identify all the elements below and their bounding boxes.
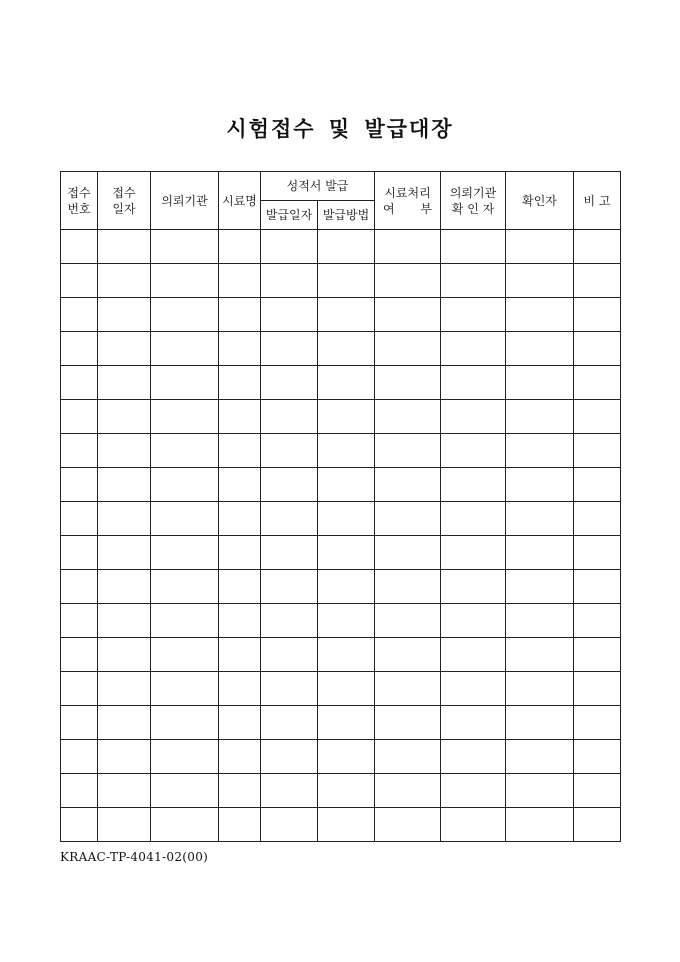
cell-client-confirm[interactable] — [441, 774, 506, 808]
cell-issue-method[interactable] — [318, 706, 375, 740]
cell-sample-name[interactable] — [219, 332, 261, 366]
cell-remarks[interactable] — [574, 536, 621, 570]
cell-confirmer[interactable] — [506, 434, 574, 468]
cell-receipt-date[interactable] — [98, 536, 151, 570]
table-row — [61, 808, 621, 842]
cell-receipt-no[interactable] — [61, 434, 98, 468]
cell-client-confirm[interactable] — [441, 604, 506, 638]
cell-confirmer[interactable] — [506, 774, 574, 808]
cell-client[interactable] — [151, 298, 219, 332]
cell-sample-disposal[interactable] — [375, 332, 441, 366]
cell-client-confirm[interactable] — [441, 672, 506, 706]
header-receipt-date: 접수 일자 — [98, 172, 151, 230]
cell-client-confirm[interactable] — [441, 230, 506, 264]
cell-sample-name[interactable] — [219, 638, 261, 672]
cell-client[interactable] — [151, 264, 219, 298]
table-row — [61, 570, 621, 604]
cell-sample-name[interactable] — [219, 808, 261, 842]
cell-issue-date[interactable] — [261, 468, 318, 502]
header-remarks: 비 고 — [574, 172, 621, 230]
cell-remarks[interactable] — [574, 706, 621, 740]
cell-confirmer[interactable] — [506, 638, 574, 672]
cell-issue-method[interactable] — [318, 774, 375, 808]
cell-issue-method[interactable] — [318, 740, 375, 774]
table-row — [61, 332, 621, 366]
cell-issue-method[interactable] — [318, 672, 375, 706]
cell-confirmer[interactable] — [506, 264, 574, 298]
cell-issue-date[interactable] — [261, 536, 318, 570]
cell-remarks[interactable] — [574, 264, 621, 298]
cell-issue-date[interactable] — [261, 638, 318, 672]
cell-issue-date[interactable] — [261, 230, 318, 264]
cell-issue-method[interactable] — [318, 366, 375, 400]
cell-issue-date[interactable] — [261, 264, 318, 298]
table-row — [61, 400, 621, 434]
cell-confirmer[interactable] — [506, 570, 574, 604]
header-confirmer: 확인자 — [506, 172, 574, 230]
table-row — [61, 638, 621, 672]
cell-sample-name[interactable] — [219, 366, 261, 400]
cell-client[interactable] — [151, 808, 219, 842]
cell-remarks[interactable] — [574, 638, 621, 672]
cell-client-confirm[interactable] — [441, 468, 506, 502]
cell-sample-disposal[interactable] — [375, 774, 441, 808]
header-report-issue: 성적서 발급 — [261, 172, 375, 201]
cell-receipt-no[interactable] — [61, 706, 98, 740]
header-receipt-no: 접수 번호 — [61, 172, 98, 230]
cell-client-confirm[interactable] — [441, 570, 506, 604]
cell-confirmer[interactable] — [506, 468, 574, 502]
cell-issue-method[interactable] — [318, 434, 375, 468]
cell-receipt-no[interactable] — [61, 570, 98, 604]
cell-receipt-date[interactable] — [98, 740, 151, 774]
cell-confirmer[interactable] — [506, 536, 574, 570]
cell-receipt-date[interactable] — [98, 604, 151, 638]
cell-client[interactable] — [151, 230, 219, 264]
cell-remarks[interactable] — [574, 332, 621, 366]
table-row — [61, 536, 621, 570]
cell-confirmer[interactable] — [506, 502, 574, 536]
cell-client[interactable] — [151, 536, 219, 570]
cell-client[interactable] — [151, 604, 219, 638]
cell-client[interactable] — [151, 332, 219, 366]
cell-client[interactable] — [151, 366, 219, 400]
cell-issue-date[interactable] — [261, 672, 318, 706]
cell-remarks[interactable] — [574, 230, 621, 264]
cell-remarks[interactable] — [574, 570, 621, 604]
cell-receipt-date[interactable] — [98, 400, 151, 434]
cell-issue-date[interactable] — [261, 706, 318, 740]
cell-receipt-date[interactable] — [98, 706, 151, 740]
cell-receipt-no[interactable] — [61, 536, 98, 570]
cell-client-confirm[interactable] — [441, 434, 506, 468]
cell-sample-name[interactable] — [219, 774, 261, 808]
cell-sample-name[interactable] — [219, 400, 261, 434]
cell-confirmer[interactable] — [506, 604, 574, 638]
cell-receipt-date[interactable] — [98, 298, 151, 332]
cell-issue-date[interactable] — [261, 808, 318, 842]
cell-receipt-no[interactable] — [61, 400, 98, 434]
cell-issue-method[interactable] — [318, 604, 375, 638]
header-client: 의뢰기관 — [151, 172, 219, 230]
cell-client[interactable] — [151, 672, 219, 706]
ledger-body — [61, 230, 621, 842]
cell-remarks[interactable] — [574, 366, 621, 400]
cell-receipt-date[interactable] — [98, 502, 151, 536]
cell-client-confirm[interactable] — [441, 400, 506, 434]
cell-remarks[interactable] — [574, 502, 621, 536]
cell-client[interactable] — [151, 400, 219, 434]
cell-receipt-no[interactable] — [61, 332, 98, 366]
cell-client-confirm[interactable] — [441, 264, 506, 298]
cell-sample-disposal[interactable] — [375, 230, 441, 264]
cell-issue-method[interactable] — [318, 332, 375, 366]
table-row — [61, 502, 621, 536]
cell-issue-date[interactable] — [261, 366, 318, 400]
cell-receipt-no[interactable] — [61, 774, 98, 808]
cell-sample-name[interactable] — [219, 672, 261, 706]
cell-sample-disposal[interactable] — [375, 400, 441, 434]
cell-client[interactable] — [151, 740, 219, 774]
cell-remarks[interactable] — [574, 400, 621, 434]
cell-sample-name[interactable] — [219, 740, 261, 774]
cell-client-confirm[interactable] — [441, 808, 506, 842]
cell-receipt-date[interactable] — [98, 774, 151, 808]
cell-sample-disposal[interactable] — [375, 808, 441, 842]
cell-sample-disposal[interactable] — [375, 366, 441, 400]
cell-confirmer[interactable] — [506, 808, 574, 842]
cell-receipt-no[interactable] — [61, 502, 98, 536]
cell-confirmer[interactable] — [506, 230, 574, 264]
cell-receipt-date[interactable] — [98, 332, 151, 366]
cell-client[interactable] — [151, 774, 219, 808]
header-client-confirm: 의뢰기관 확 인 자 — [441, 172, 506, 230]
table-row — [61, 468, 621, 502]
page-title: 시험접수 및 발급대장 — [226, 116, 454, 141]
cell-issue-date[interactable] — [261, 434, 318, 468]
cell-sample-name[interactable] — [219, 604, 261, 638]
cell-receipt-no[interactable] — [61, 808, 98, 842]
table-row — [61, 298, 621, 332]
cell-receipt-date[interactable] — [98, 808, 151, 842]
cell-client-confirm[interactable] — [441, 366, 506, 400]
cell-receipt-date[interactable] — [98, 468, 151, 502]
cell-sample-name[interactable] — [219, 264, 261, 298]
cell-client[interactable] — [151, 502, 219, 536]
cell-client[interactable] — [151, 468, 219, 502]
cell-issue-date[interactable] — [261, 604, 318, 638]
cell-sample-disposal[interactable] — [375, 570, 441, 604]
cell-receipt-no[interactable] — [61, 230, 98, 264]
cell-issue-method[interactable] — [318, 264, 375, 298]
table-row — [61, 366, 621, 400]
cell-remarks[interactable] — [574, 808, 621, 842]
cell-confirmer[interactable] — [506, 672, 574, 706]
cell-issue-method[interactable] — [318, 638, 375, 672]
table-row — [61, 740, 621, 774]
cell-sample-disposal[interactable] — [375, 468, 441, 502]
cell-client[interactable] — [151, 638, 219, 672]
cell-sample-name[interactable] — [219, 434, 261, 468]
cell-receipt-date[interactable] — [98, 366, 151, 400]
header-sample-name: 시료명 — [219, 172, 261, 230]
cell-client-confirm[interactable] — [441, 332, 506, 366]
cell-remarks[interactable] — [574, 468, 621, 502]
cell-client-confirm[interactable] — [441, 536, 506, 570]
cell-client[interactable] — [151, 434, 219, 468]
table-row — [61, 264, 621, 298]
cell-client-confirm[interactable] — [441, 298, 506, 332]
cell-client-confirm[interactable] — [441, 740, 506, 774]
cell-receipt-date[interactable] — [98, 434, 151, 468]
cell-receipt-date[interactable] — [98, 638, 151, 672]
header-issue-date: 발급일자 — [261, 201, 318, 230]
cell-sample-disposal[interactable] — [375, 740, 441, 774]
cell-issue-method[interactable] — [318, 230, 375, 264]
cell-receipt-no[interactable] — [61, 298, 98, 332]
cell-issue-method[interactable] — [318, 570, 375, 604]
cell-sample-name[interactable] — [219, 468, 261, 502]
cell-sample-name[interactable] — [219, 298, 261, 332]
document-code: KRAAC-TP-4041-02(00) — [60, 850, 209, 864]
cell-receipt-no[interactable] — [61, 672, 98, 706]
cell-issue-method[interactable] — [318, 536, 375, 570]
cell-confirmer[interactable] — [506, 400, 574, 434]
header-issue-method: 발급방법 — [318, 201, 375, 230]
cell-receipt-no[interactable] — [61, 264, 98, 298]
cell-issue-date[interactable] — [261, 740, 318, 774]
cell-sample-disposal[interactable] — [375, 672, 441, 706]
cell-client[interactable] — [151, 570, 219, 604]
cell-issue-date[interactable] — [261, 502, 318, 536]
table-row — [61, 604, 621, 638]
cell-sample-name[interactable] — [219, 536, 261, 570]
cell-sample-disposal[interactable] — [375, 502, 441, 536]
cell-confirmer[interactable] — [506, 366, 574, 400]
cell-receipt-no[interactable] — [61, 468, 98, 502]
cell-receipt-no[interactable] — [61, 638, 98, 672]
cell-remarks[interactable] — [574, 434, 621, 468]
cell-confirmer[interactable] — [506, 706, 574, 740]
table-row — [61, 774, 621, 808]
cell-sample-name[interactable] — [219, 230, 261, 264]
cell-receipt-date[interactable] — [98, 264, 151, 298]
cell-sample-name[interactable] — [219, 570, 261, 604]
cell-receipt-date[interactable] — [98, 230, 151, 264]
cell-issue-date[interactable] — [261, 332, 318, 366]
cell-sample-disposal[interactable] — [375, 298, 441, 332]
cell-client-confirm[interactable] — [441, 502, 506, 536]
cell-issue-method[interactable] — [318, 502, 375, 536]
cell-issue-date[interactable] — [261, 298, 318, 332]
cell-confirmer[interactable] — [506, 740, 574, 774]
cell-remarks[interactable] — [574, 774, 621, 808]
cell-issue-method[interactable] — [318, 468, 375, 502]
cell-client-confirm[interactable] — [441, 638, 506, 672]
cell-receipt-date[interactable] — [98, 570, 151, 604]
cell-remarks[interactable] — [574, 672, 621, 706]
cell-sample-name[interactable] — [219, 706, 261, 740]
cell-sample-name[interactable] — [219, 502, 261, 536]
cell-remarks[interactable] — [574, 604, 621, 638]
cell-sample-disposal[interactable] — [375, 264, 441, 298]
table-row — [61, 672, 621, 706]
cell-sample-disposal[interactable] — [375, 536, 441, 570]
cell-confirmer[interactable] — [506, 332, 574, 366]
cell-client[interactable] — [151, 706, 219, 740]
table-row — [61, 706, 621, 740]
cell-sample-disposal[interactable] — [375, 434, 441, 468]
cell-issue-method[interactable] — [318, 400, 375, 434]
cell-remarks[interactable] — [574, 740, 621, 774]
cell-receipt-no[interactable] — [61, 366, 98, 400]
cell-remarks[interactable] — [574, 298, 621, 332]
cell-issue-date[interactable] — [261, 570, 318, 604]
cell-client-confirm[interactable] — [441, 706, 506, 740]
cell-issue-date[interactable] — [261, 400, 318, 434]
receipt-issue-ledger-table — [60, 171, 621, 842]
cell-issue-method[interactable] — [318, 298, 375, 332]
cell-receipt-no[interactable] — [61, 740, 98, 774]
cell-sample-disposal[interactable] — [375, 604, 441, 638]
table-row — [61, 230, 621, 264]
cell-issue-method[interactable] — [318, 808, 375, 842]
header-sample-disposal: 시료처리 여 부 — [375, 172, 441, 230]
table-row — [61, 434, 621, 468]
cell-receipt-date[interactable] — [98, 672, 151, 706]
cell-issue-date[interactable] — [261, 774, 318, 808]
cell-confirmer[interactable] — [506, 298, 574, 332]
cell-receipt-no[interactable] — [61, 604, 98, 638]
cell-sample-disposal[interactable] — [375, 706, 441, 740]
cell-sample-disposal[interactable] — [375, 638, 441, 672]
